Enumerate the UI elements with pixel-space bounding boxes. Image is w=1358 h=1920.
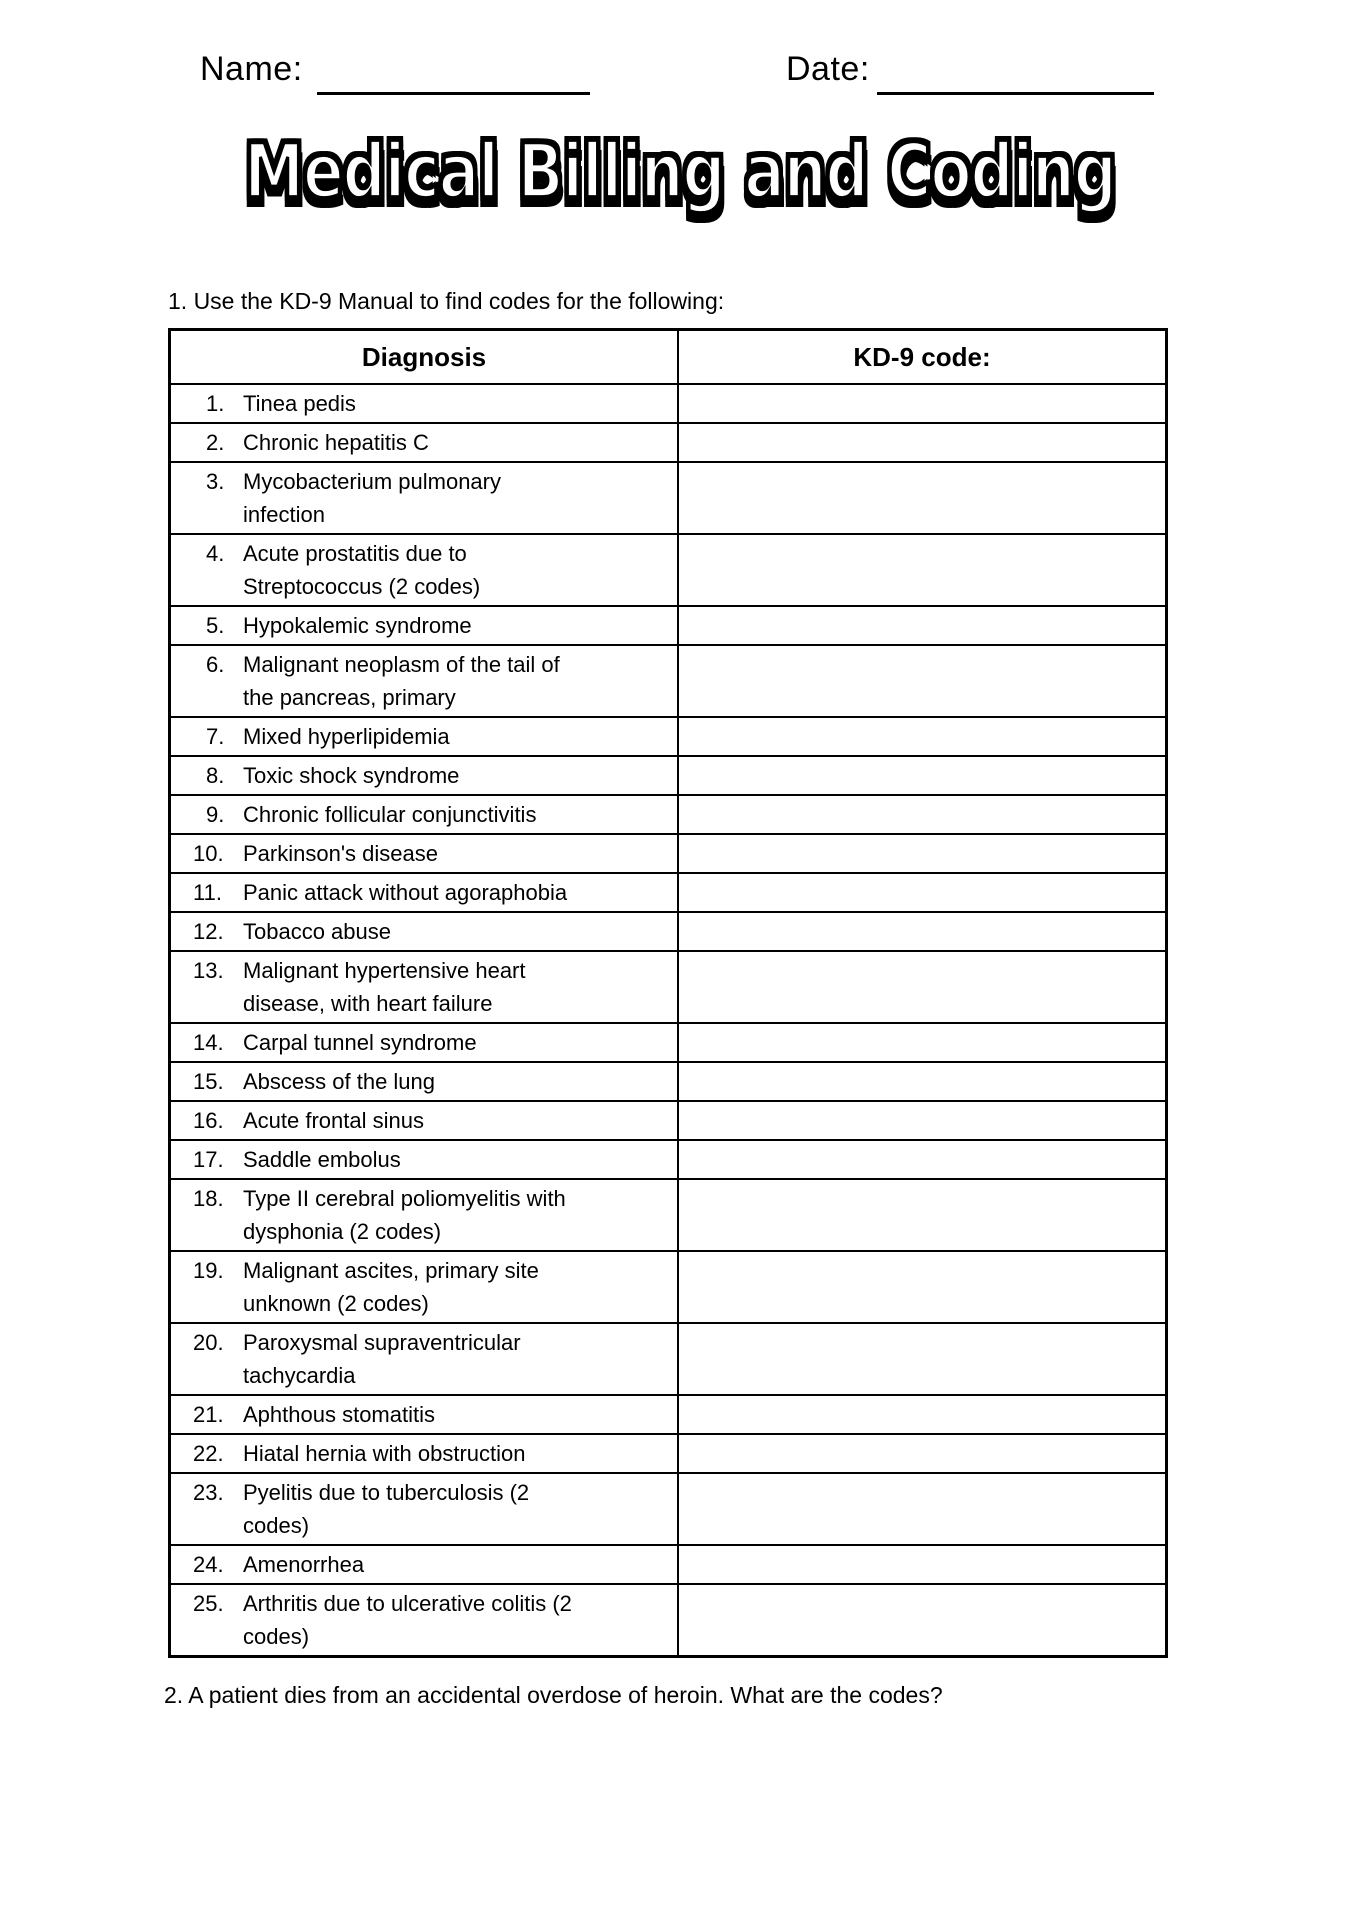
diagnosis-text: Panic attack without agoraphobia [243, 880, 568, 905]
diagnosis-cell [171, 607, 679, 644]
row-number: 21. [193, 1402, 224, 1427]
row-number: 22. [193, 1441, 224, 1466]
diagnosis-cell [171, 535, 679, 605]
table-row [171, 385, 1165, 424]
diagnosis-text: Chronic hepatitis C [243, 430, 429, 455]
date-blank-line[interactable] [877, 58, 1154, 95]
row-number: 8. [206, 763, 225, 788]
diagnosis-text: Pyelitis due to tuberculosis (2 codes) [243, 1480, 530, 1538]
kd9-code-cell[interactable] [679, 1435, 1165, 1472]
kd9-code-cell[interactable] [679, 1546, 1165, 1583]
kd9-code-cell[interactable] [679, 607, 1165, 644]
diagnosis-cell [171, 1102, 679, 1139]
diagnosis-text: Abscess of the lung [243, 1069, 436, 1094]
kd9-code-cell[interactable] [679, 1252, 1165, 1322]
table-row [171, 913, 1165, 952]
kd9-code-cell[interactable] [679, 757, 1165, 794]
table-row [171, 952, 1165, 1024]
row-number: 24. [193, 1552, 224, 1577]
row-number: 2. [206, 430, 225, 455]
table-row [171, 835, 1165, 874]
diagnosis-text: Chronic follicular conjunctivitis [243, 802, 537, 827]
question-1: 1. Use the KD-9 Manual to find codes for the following: [168, 288, 725, 314]
table-row [171, 1585, 1165, 1655]
question-2: 2. A patient dies from an accidental overdose of heroin. What are the codes? [164, 1682, 943, 1708]
diagnosis-cell [171, 718, 679, 755]
diagnosis-cell [171, 424, 679, 461]
table-row [171, 1324, 1165, 1396]
table-row [171, 463, 1165, 535]
diagnosis-cell [171, 1024, 679, 1061]
row-number: 18. [193, 1186, 224, 1211]
diagnosis-table [168, 328, 1168, 1658]
table-row [171, 874, 1165, 913]
diagnosis-text: Malignant neoplasm of the tail of the pancreas, primary [243, 652, 560, 710]
diagnosis-text: Acute frontal sinus [243, 1108, 424, 1133]
diagnosis-cell [171, 1180, 679, 1250]
diagnosis-cell [171, 1396, 679, 1433]
diagnosis-text: Hiatal hernia with obstruction [243, 1441, 526, 1466]
diagnosis-cell [171, 1546, 679, 1583]
kd9-code-cell[interactable] [679, 1585, 1165, 1655]
kd9-code-cell[interactable] [679, 463, 1165, 533]
diagnosis-cell [171, 385, 679, 422]
diagnosis-text: Tinea pedis [243, 391, 356, 416]
diagnosis-text: Mixed hyperlipidemia [243, 724, 450, 749]
row-number: 23. [193, 1480, 224, 1505]
diagnosis-text: Malignant ascites, primary site unknown (2 codes) [243, 1258, 539, 1316]
table-row [171, 796, 1165, 835]
row-number: 12. [193, 919, 224, 944]
diagnosis-text: Tobacco abuse [243, 919, 391, 944]
diagnosis-cell [171, 1585, 679, 1655]
diagnosis-text: Carpal tunnel syndrome [243, 1030, 477, 1055]
diagnosis-column-header: Diagnosis [171, 331, 679, 383]
kd9-code-cell[interactable] [679, 874, 1165, 911]
diagnosis-cell [171, 757, 679, 794]
table-row [171, 607, 1165, 646]
table-row [171, 1063, 1165, 1102]
kd9-code-cell[interactable] [679, 1474, 1165, 1544]
table-row [171, 718, 1165, 757]
diagnosis-text: Paroxysmal supraventricular tachycardia [243, 1330, 521, 1388]
row-number: 1. [206, 391, 225, 416]
table-row [171, 1141, 1165, 1180]
diagnosis-cell [171, 1474, 679, 1544]
diagnosis-text: Arthritis due to ulcerative colitis (2 codes) [243, 1591, 572, 1649]
table-row [171, 424, 1165, 463]
row-number: 9. [206, 802, 225, 827]
diagnosis-cell [171, 913, 679, 950]
name-blank-line[interactable] [317, 58, 590, 95]
row-number: 7. [206, 724, 225, 749]
diagnosis-text: Malignant hypertensive heart disease, with heart failure [243, 958, 526, 1016]
row-number: 6. [206, 652, 225, 677]
row-number: 11. [193, 880, 222, 905]
kd9-code-cell[interactable] [679, 1102, 1165, 1139]
diagnosis-text: Amenorrhea [243, 1552, 365, 1577]
kd9-code-cell[interactable] [679, 1180, 1165, 1250]
row-number: 5. [206, 613, 225, 638]
table-body [171, 385, 1165, 1655]
diagnosis-text: Mycobacterium pulmonary infection [243, 469, 501, 527]
kd9-code-cell[interactable] [679, 1024, 1165, 1061]
diagnosis-text: Type II cerebral poliomyelitis with dysphonia (2 codes) [243, 1186, 566, 1244]
diagnosis-text: Saddle embolus [243, 1147, 401, 1172]
diagnosis-cell [171, 646, 679, 716]
table-row [171, 1024, 1165, 1063]
kd9-code-cell[interactable] [679, 1324, 1165, 1394]
name-label: Name: [200, 50, 303, 88]
row-number: 4. [206, 541, 225, 566]
kd9-code-cell[interactable] [679, 718, 1165, 755]
kd9-code-cell[interactable] [679, 535, 1165, 605]
row-number: 10. [193, 841, 224, 866]
table-row [171, 646, 1165, 718]
row-number: 19. [193, 1258, 224, 1283]
kd9-code-cell[interactable] [679, 646, 1165, 716]
table-row [171, 1435, 1165, 1474]
diagnosis-text: Parkinson's disease [243, 841, 438, 866]
row-number: 17. [193, 1147, 224, 1172]
row-number: 16. [193, 1108, 224, 1133]
row-number: 14. [193, 1030, 224, 1055]
diagnosis-text: Toxic shock syndrome [243, 763, 460, 788]
diagnosis-cell [171, 1435, 679, 1472]
kd9-code-cell[interactable] [679, 385, 1165, 422]
row-number: 15. [193, 1069, 224, 1094]
table-row [171, 1396, 1165, 1435]
kd9-code-cell[interactable] [679, 1063, 1165, 1100]
kd9-code-column-header: KD-9 code: [853, 341, 991, 372]
table-row [171, 535, 1165, 607]
kd9-code-cell[interactable] [679, 1396, 1165, 1433]
table-row [171, 1546, 1165, 1585]
row-number: 3. [206, 469, 225, 494]
kd9-code-cell[interactable] [679, 424, 1165, 461]
kd9-code-cell[interactable] [679, 796, 1165, 833]
diagnosis-cell [171, 835, 679, 872]
table-row [171, 1102, 1165, 1141]
diagnosis-cell [171, 1324, 679, 1394]
diagnosis-cell [171, 874, 679, 911]
table-row [171, 1474, 1165, 1546]
diagnosis-text: Hypokalemic syndrome [243, 613, 472, 638]
table-row [171, 1180, 1165, 1252]
kd9-code-cell[interactable] [679, 913, 1165, 950]
table-row [171, 757, 1165, 796]
row-number: 13. [193, 958, 224, 983]
table-row [171, 1252, 1165, 1324]
date-label: Date: [786, 50, 870, 88]
table-header-row [171, 331, 1165, 385]
diagnosis-text: Aphthous stomatitis [243, 1402, 435, 1427]
diagnosis-cell [171, 1063, 679, 1100]
diagnosis-cell [171, 463, 679, 533]
row-number: 20. [193, 1330, 224, 1355]
diagnosis-cell [171, 952, 679, 1022]
diagnosis-cell [171, 796, 679, 833]
page-title: Medical Billing and Coding [244, 128, 1116, 216]
kd9-code-cell[interactable] [679, 1141, 1165, 1178]
kd9-code-cell[interactable] [679, 952, 1165, 1022]
diagnosis-cell [171, 1141, 679, 1178]
diagnosis-text: Acute prostatitis due to Streptococcus (2 codes) [243, 541, 481, 599]
row-number: 25. [193, 1591, 224, 1616]
diagnosis-cell [171, 1252, 679, 1322]
kd9-code-cell[interactable] [679, 835, 1165, 872]
